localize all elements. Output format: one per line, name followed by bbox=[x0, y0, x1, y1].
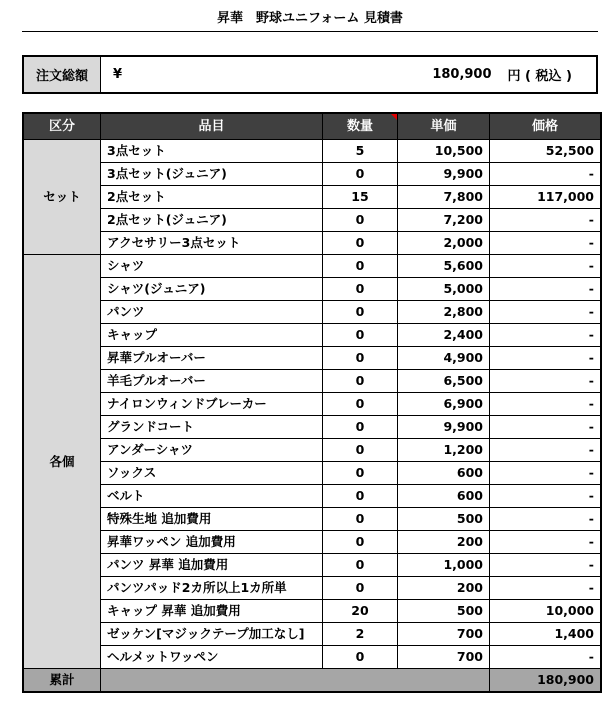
unit-price-cell[interactable]: 10,500 bbox=[398, 140, 490, 163]
table-row bbox=[23, 577, 601, 600]
unit-price-cell[interactable]: 7,800 bbox=[398, 186, 490, 209]
table-row bbox=[23, 278, 601, 301]
total-value[interactable]: 180,900 bbox=[490, 669, 602, 693]
item-name-cell[interactable]: シャツ bbox=[101, 255, 323, 278]
table-row bbox=[23, 232, 601, 255]
total-spacer bbox=[101, 669, 490, 693]
item-name-cell[interactable]: 昇華ワッペン 追加費用 bbox=[101, 531, 323, 554]
header-category: 区分 bbox=[23, 113, 101, 140]
table-header-row bbox=[23, 113, 601, 140]
price-cell[interactable]: - bbox=[490, 255, 602, 278]
price-cell[interactable]: - bbox=[490, 508, 602, 531]
item-name-cell[interactable]: パンツ 昇華 追加費用 bbox=[101, 554, 323, 577]
item-name-cell[interactable]: 2点セット bbox=[101, 186, 323, 209]
item-name-cell[interactable]: グランドコート bbox=[101, 416, 323, 439]
quantity-cell[interactable]: 0 bbox=[323, 577, 398, 600]
price-cell[interactable]: - bbox=[490, 462, 602, 485]
quantity-cell[interactable]: 5 bbox=[323, 140, 398, 163]
currency-symbol: ¥ bbox=[113, 67, 123, 82]
price-cell[interactable]: - bbox=[490, 439, 602, 462]
item-name-cell[interactable]: シャツ(ジュニア) bbox=[101, 278, 323, 301]
header-unit-price: 単価 bbox=[398, 113, 490, 140]
price-cell[interactable]: - bbox=[490, 347, 602, 370]
unit-price-cell[interactable]: 4,900 bbox=[398, 347, 490, 370]
quantity-cell[interactable]: 2 bbox=[323, 623, 398, 646]
price-cell[interactable]: 117,000 bbox=[490, 186, 602, 209]
price-cell[interactable]: - bbox=[490, 209, 602, 232]
unit-price-cell[interactable]: 6,900 bbox=[398, 393, 490, 416]
price-cell[interactable]: - bbox=[490, 393, 602, 416]
unit-price-cell[interactable]: 200 bbox=[398, 531, 490, 554]
title-underline bbox=[22, 31, 598, 32]
price-cell[interactable]: - bbox=[490, 163, 602, 186]
estimate-table bbox=[22, 112, 602, 693]
item-name-cell[interactable]: アクセサリー3点セット bbox=[101, 232, 323, 255]
table-row bbox=[23, 485, 601, 508]
table-row bbox=[23, 439, 601, 462]
table-body bbox=[23, 140, 601, 693]
unit-price-cell[interactable]: 6,500 bbox=[398, 370, 490, 393]
unit-price-cell[interactable]: 2,000 bbox=[398, 232, 490, 255]
unit-price-cell[interactable]: 500 bbox=[398, 600, 490, 623]
item-name-cell[interactable]: ナイロンウィンドブレーカー bbox=[101, 393, 323, 416]
price-cell[interactable]: 52,500 bbox=[490, 140, 602, 163]
item-name-cell[interactable]: アンダーシャツ bbox=[101, 439, 323, 462]
quantity-cell[interactable]: 20 bbox=[323, 600, 398, 623]
table-row bbox=[23, 646, 601, 669]
price-cell[interactable]: - bbox=[490, 278, 602, 301]
unit-price-cell[interactable]: 9,900 bbox=[398, 416, 490, 439]
table-row bbox=[23, 531, 601, 554]
total-row bbox=[23, 669, 601, 693]
quantity-cell[interactable]: 15 bbox=[323, 186, 398, 209]
unit-price-cell[interactable]: 700 bbox=[398, 623, 490, 646]
unit-price-cell[interactable]: 5,600 bbox=[398, 255, 490, 278]
table-row bbox=[23, 209, 601, 232]
quantity-cell[interactable]: 0 bbox=[323, 301, 398, 324]
item-name-cell[interactable]: ソックス bbox=[101, 462, 323, 485]
item-name-cell[interactable]: パンツ bbox=[101, 301, 323, 324]
table-row bbox=[23, 623, 601, 646]
item-name-cell[interactable]: 羊毛プルオーバー bbox=[101, 370, 323, 393]
unit-price-cell[interactable]: 7,200 bbox=[398, 209, 490, 232]
document-title: 昇華 野球ユニフォーム 見積書 bbox=[217, 11, 403, 26]
total-label: 累計 bbox=[23, 669, 101, 693]
table-row bbox=[23, 301, 601, 324]
order-total-amount: 180,900 bbox=[432, 67, 492, 82]
price-cell[interactable]: - bbox=[490, 646, 602, 669]
item-name-cell[interactable]: パンツパッド2カ所以上1カ所単 bbox=[101, 577, 323, 600]
price-cell[interactable]: - bbox=[490, 324, 602, 347]
item-name-cell[interactable]: 2点セット(ジュニア) bbox=[101, 209, 323, 232]
order-total-amount-cell[interactable] bbox=[173, 57, 596, 92]
order-total-box bbox=[22, 55, 598, 94]
quantity-cell[interactable]: 0 bbox=[323, 255, 398, 278]
quantity-cell[interactable]: 0 bbox=[323, 393, 398, 416]
quantity-cell[interactable]: 0 bbox=[323, 485, 398, 508]
item-name-cell[interactable]: キャップ bbox=[101, 324, 323, 347]
price-cell[interactable]: 1,400 bbox=[490, 623, 602, 646]
table-row bbox=[23, 508, 601, 531]
quantity-cell[interactable]: 0 bbox=[323, 439, 398, 462]
quantity-cell[interactable]: 0 bbox=[323, 416, 398, 439]
unit-price-cell[interactable]: 2,800 bbox=[398, 301, 490, 324]
price-cell[interactable]: - bbox=[490, 554, 602, 577]
table-row bbox=[23, 163, 601, 186]
header-quantity bbox=[323, 113, 398, 140]
header-price: 価格 bbox=[490, 113, 602, 140]
item-name-cell[interactable]: ゼッケン[マジックテープ加工なし] bbox=[101, 623, 323, 646]
quantity-cell[interactable]: 0 bbox=[323, 163, 398, 186]
price-cell[interactable]: - bbox=[490, 416, 602, 439]
item-name-cell[interactable]: 3点セット(ジュニア) bbox=[101, 163, 323, 186]
order-total-label: 注文総額 bbox=[24, 57, 101, 92]
quantity-cell[interactable]: 0 bbox=[323, 370, 398, 393]
unit-price-cell[interactable]: 9,900 bbox=[398, 163, 490, 186]
table-row bbox=[23, 600, 601, 623]
price-cell[interactable]: - bbox=[490, 232, 602, 255]
quantity-cell[interactable]: 0 bbox=[323, 278, 398, 301]
category-cell[interactable]: 各個 bbox=[23, 255, 101, 669]
quantity-cell[interactable]: 0 bbox=[323, 554, 398, 577]
table-row bbox=[23, 416, 601, 439]
unit-price-cell[interactable]: 500 bbox=[398, 508, 490, 531]
table-row bbox=[23, 347, 601, 370]
table-row bbox=[23, 255, 601, 278]
item-name-cell[interactable]: ベルト bbox=[101, 485, 323, 508]
unit-price-cell[interactable]: 1,200 bbox=[398, 439, 490, 462]
header-item: 品目 bbox=[101, 113, 323, 140]
price-cell[interactable]: - bbox=[490, 485, 602, 508]
table-row bbox=[23, 370, 601, 393]
quantity-cell[interactable]: 0 bbox=[323, 232, 398, 255]
item-name-cell[interactable]: 昇華プルオーバー bbox=[101, 347, 323, 370]
table-row bbox=[23, 393, 601, 416]
unit-price-cell[interactable]: 600 bbox=[398, 485, 490, 508]
table-row bbox=[23, 140, 601, 163]
table-row bbox=[23, 186, 601, 209]
price-cell[interactable]: - bbox=[490, 531, 602, 554]
comment-indicator-icon[interactable] bbox=[391, 114, 397, 120]
order-total-unit: 円 ( 税込 ) bbox=[507, 69, 572, 84]
table-row bbox=[23, 462, 601, 485]
price-cell[interactable]: - bbox=[490, 577, 602, 600]
quantity-cell[interactable]: 0 bbox=[323, 462, 398, 485]
item-name-cell[interactable]: 特殊生地 追加費用 bbox=[101, 508, 323, 531]
item-name-cell[interactable]: ヘルメットワッペン bbox=[101, 646, 323, 669]
quantity-cell[interactable]: 0 bbox=[323, 324, 398, 347]
price-cell[interactable]: - bbox=[490, 301, 602, 324]
quantity-cell[interactable]: 0 bbox=[323, 508, 398, 531]
category-cell[interactable]: セット bbox=[23, 140, 101, 255]
unit-price-cell[interactable]: 2,400 bbox=[398, 324, 490, 347]
price-cell[interactable]: 10,000 bbox=[490, 600, 602, 623]
table-row bbox=[23, 324, 601, 347]
table-row bbox=[23, 554, 601, 577]
unit-price-cell[interactable]: 600 bbox=[398, 462, 490, 485]
header-quantity-label: 数量 bbox=[346, 118, 373, 134]
item-name-cell[interactable]: キャップ 昇華 追加費用 bbox=[101, 600, 323, 623]
unit-price-cell[interactable]: 700 bbox=[398, 646, 490, 669]
quantity-cell[interactable]: 0 bbox=[323, 531, 398, 554]
item-name-cell[interactable]: 3点セット bbox=[101, 140, 323, 163]
quantity-cell[interactable]: 0 bbox=[323, 646, 398, 669]
quantity-cell[interactable]: 0 bbox=[323, 209, 398, 232]
quantity-cell[interactable]: 0 bbox=[323, 347, 398, 370]
unit-price-cell[interactable]: 1,000 bbox=[398, 554, 490, 577]
unit-price-cell[interactable]: 5,000 bbox=[398, 278, 490, 301]
unit-price-cell[interactable]: 200 bbox=[398, 577, 490, 600]
price-cell[interactable]: - bbox=[490, 370, 602, 393]
